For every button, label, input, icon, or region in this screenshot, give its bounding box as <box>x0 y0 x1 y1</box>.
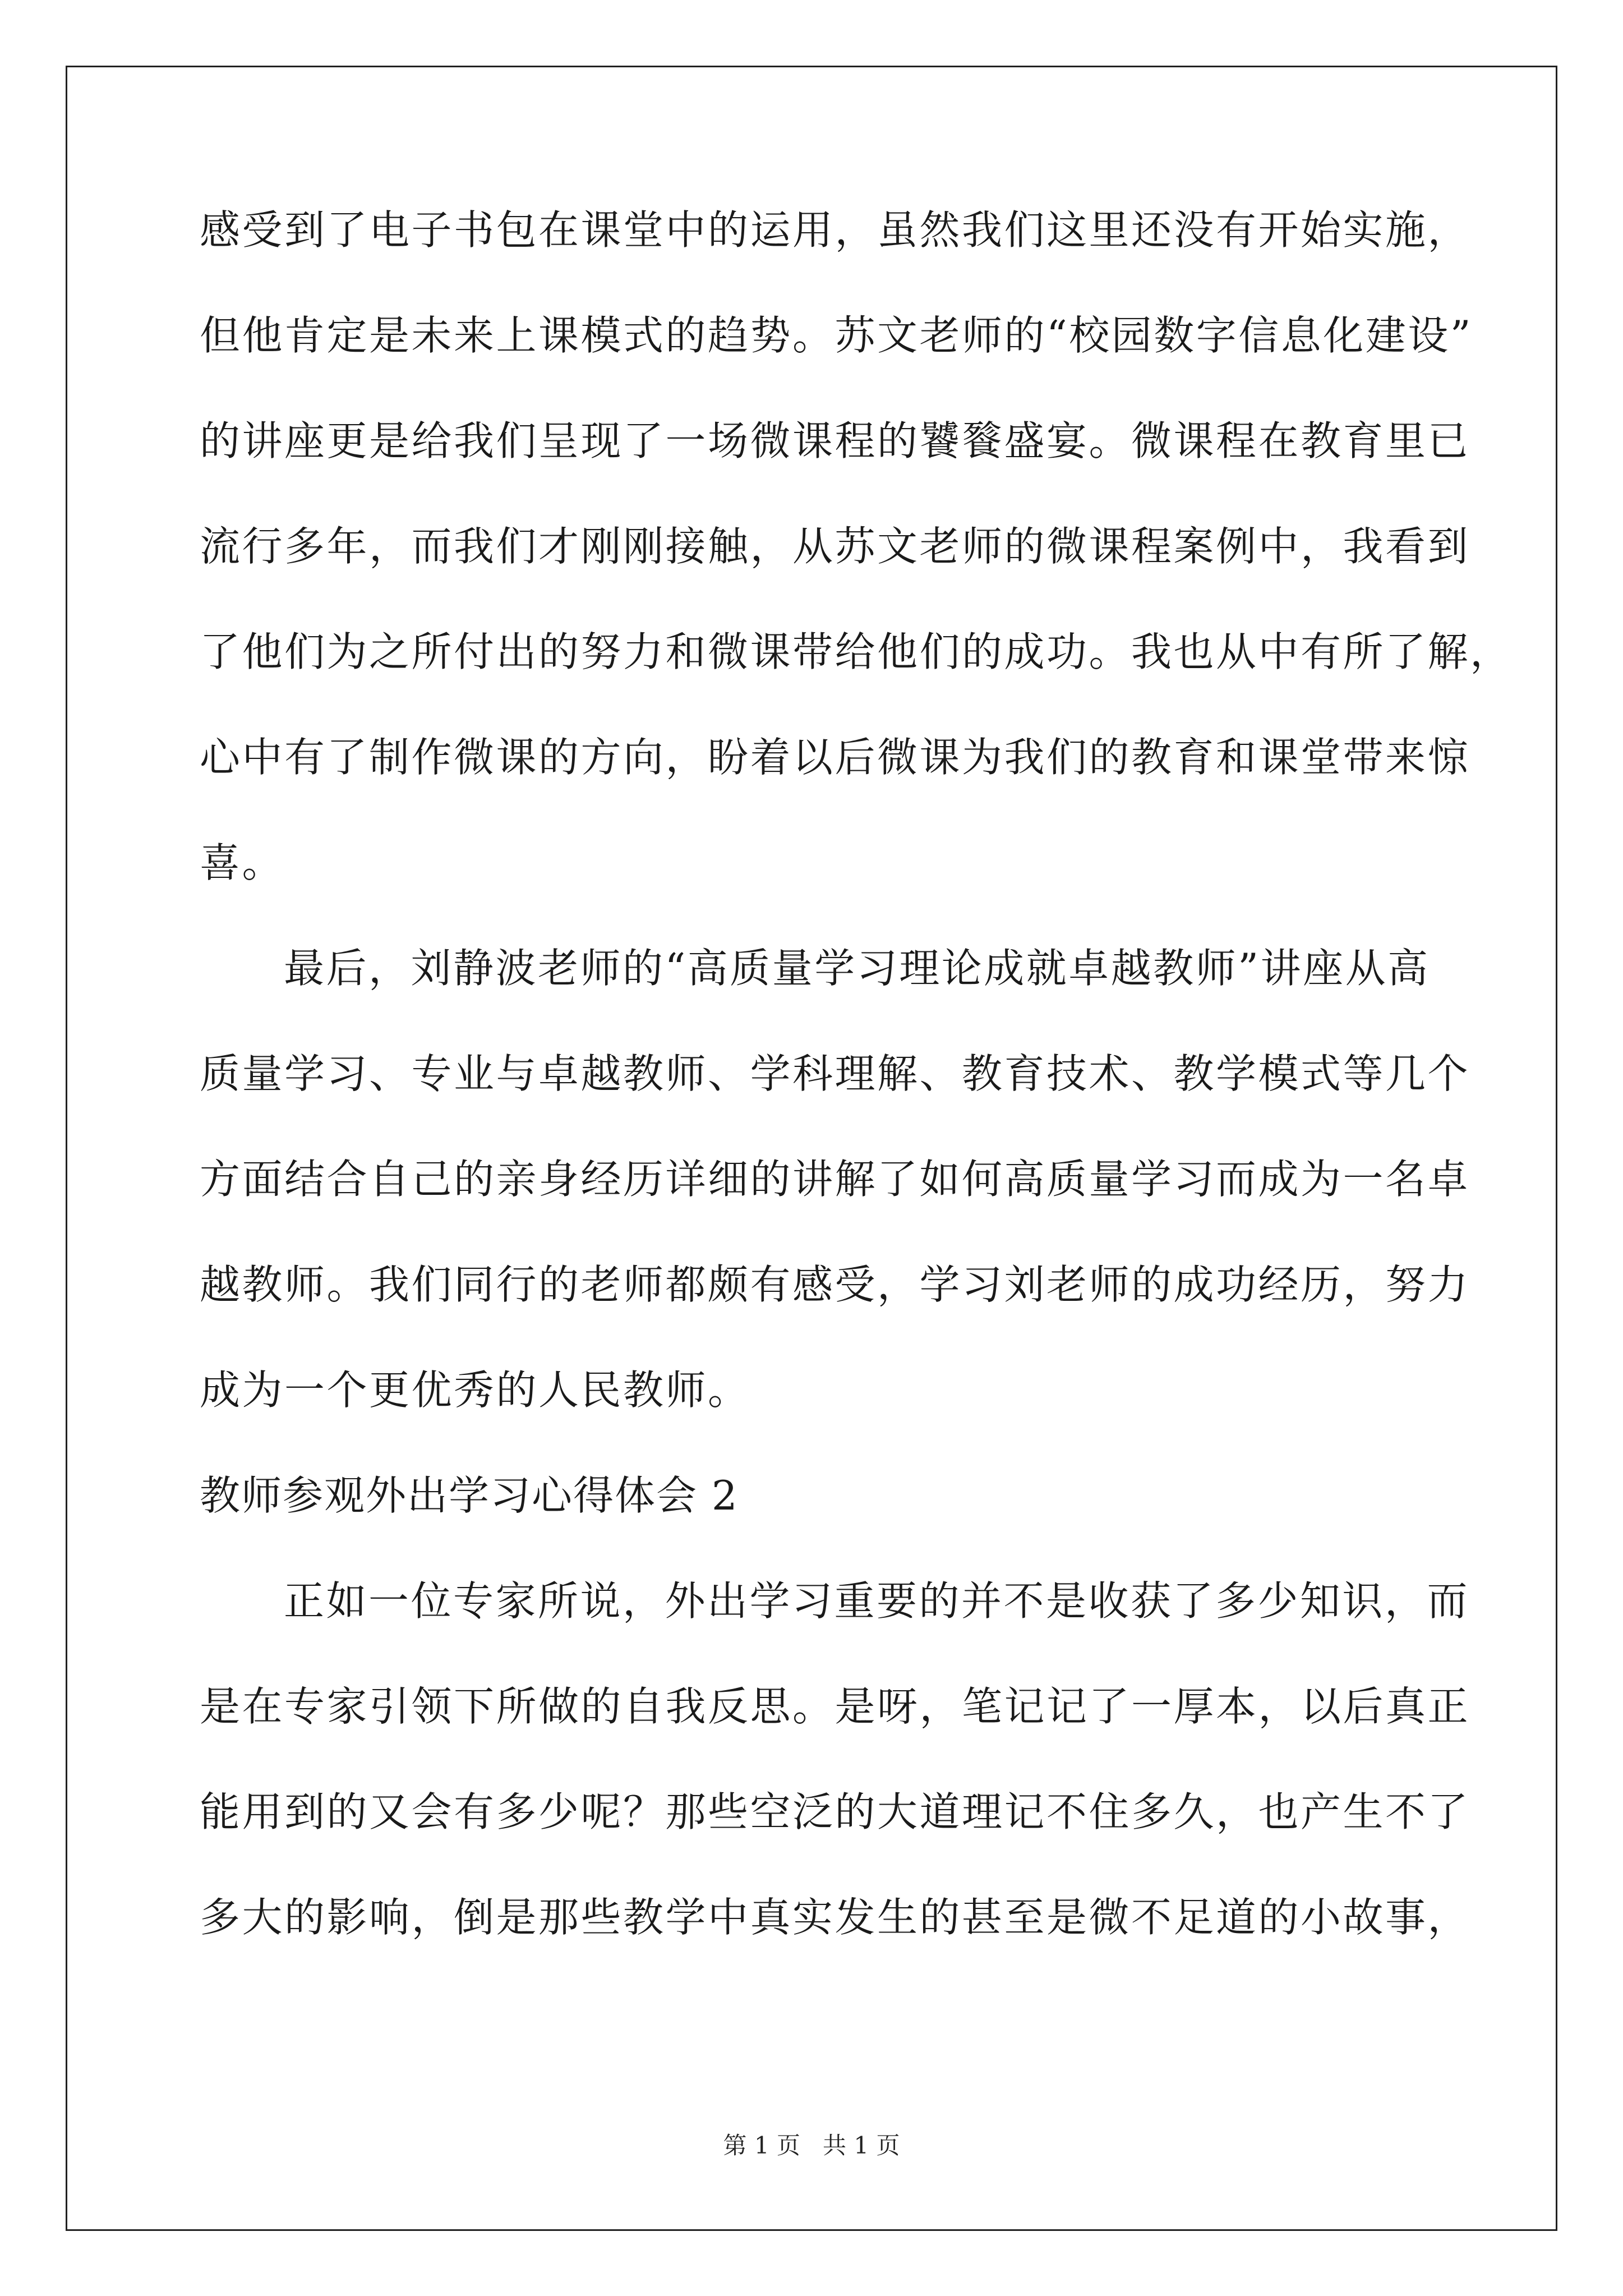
paragraph-line: 成为一个更优秀的人民教师。 <box>200 1366 750 1414</box>
paragraph-line: 了他们为之所付出的努力和微课带给他们的成功。我也从中有所了解， <box>200 628 1513 675</box>
paragraph-line: 心中有了制作微课的方向，盼着以后微课为我们的教育和课堂带来惊 <box>200 734 1470 781</box>
paragraph-line: 感受到了电子书包在课堂中的运用，虽然我们这里还没有开始实施， <box>200 206 1470 254</box>
paragraph-line: 能用到的又会有多少呢？那些空泛的大道理记不住多久，也产生不了 <box>200 1788 1470 1835</box>
paragraph-line: 正如一位专家所说，外出学习重要的并不是收获了多少知识，而 <box>284 1577 1470 1625</box>
paragraph-line: 方面结合自己的亲身经历详细的讲解了如何高质量学习而成为一名卓 <box>200 1156 1470 1203</box>
paragraph-line: 最后，刘静波老师的“高质量学习理论成就卓越教师”讲座从高 <box>284 945 1430 992</box>
paragraph-line: 但他肯定是未来上课模式的趋势。苏文老师的“校园数字信息化建设” <box>200 312 1473 359</box>
paragraph-line: 多大的影响，倒是那些教学中真实发生的甚至是微不足道的小故事， <box>200 1894 1470 1941</box>
paragraph-line: 的讲座更是给我们呈现了一场微课程的饕餮盛宴。微课程在教育里已 <box>200 417 1470 464</box>
paragraph-line: 喜。 <box>200 839 285 886</box>
paragraph-line: 越教师。我们同行的老师都颇有感受，学习刘老师的成功经历，努力 <box>200 1261 1470 1308</box>
paragraph-line: 流行多年，而我们才刚刚接触，从苏文老师的微课程案例中，我看到 <box>200 523 1470 570</box>
paragraph-line: 质量学习、专业与卓越教师、学科理解、教育技术、教学模式等几个 <box>200 1050 1470 1097</box>
paragraph-line: 是在专家引领下所做的自我反思。是呀，笔记记了一厚本，以后真正 <box>200 1683 1470 1730</box>
page-number-footer: 第 1 页 共 1 页 <box>723 2132 900 2159</box>
section-heading: 教师参观外出学习心得体会 2 <box>200 1472 739 1519</box>
document-body <box>200 205 1513 1998</box>
